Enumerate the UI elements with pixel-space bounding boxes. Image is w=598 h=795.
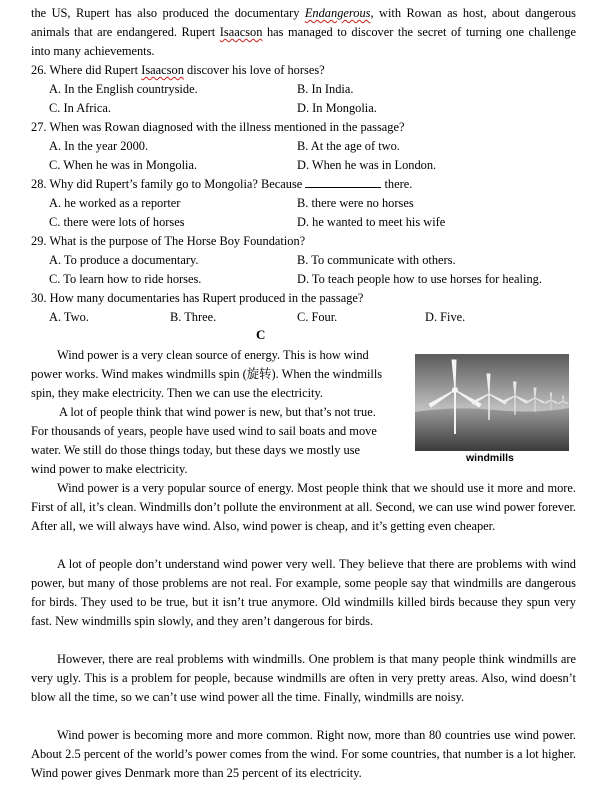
question-28: 28. Why did Rupert’s family go to Mongolia? Because there. <box>31 177 413 191</box>
intro-text: has managed to discover the secret of <box>262 25 462 39</box>
documentary-title: Endangerous <box>304 6 371 20</box>
option-29-b[interactable]: B. To communicate with others. <box>297 253 456 267</box>
paragraph-1-line: spin, they make electricity. Then we can use the electricity. <box>31 386 323 400</box>
paragraph-5: However, there are real problems with windmills. One problem is that many people think windmills are very ugly. This is a problem for people, because windmills are often in very pretty areas. Also, wind doesn’t blow all the time, so we can’t use wind power all the time. Finally, windmills are noisy. <box>31 652 576 704</box>
section-heading: C <box>256 327 266 342</box>
windmills-image <box>415 354 569 451</box>
option-27-a[interactable]: A. In the year 2000. <box>49 139 149 153</box>
question-30: 30. How many documentaries has Rupert produced in the passage? <box>31 291 364 305</box>
paragraph-3: Wind power is a very popular source of energy. Most people think that we should use it more and more. First of all, it’s clean. Windmills don’t pollute the environment at all. Second, we can use wind power forever. After all, we will always have wind. Also, wind power is cheap, and it’s getting even cheaper. <box>31 481 576 533</box>
surname-underlined: Isaacson <box>141 63 184 77</box>
option-30-d[interactable]: D. Five. <box>425 310 466 324</box>
question-29: 29. What is the purpose of The Horse Boy Foundation? <box>31 234 306 248</box>
question-27: 27. When was Rowan diagnosed with the illness mentioned in the passage? <box>31 120 405 134</box>
option-30-c[interactable]: C. Four. <box>297 310 338 324</box>
option-30-a[interactable]: A. Two. <box>49 310 89 324</box>
paragraph-1-line: power works. Wind makes windmills spin (旋转). When the windmills <box>31 367 383 381</box>
intro-text: turning one challenge into many achievements. <box>31 25 577 58</box>
option-27-d[interactable]: D. When he was in London. <box>297 158 437 172</box>
answer-blank[interactable] <box>305 176 381 188</box>
option-26-c[interactable]: C. In Africa. <box>49 101 111 115</box>
paragraph-2-line: A lot of people think that wind power is new, but that’s not true. <box>59 405 376 419</box>
paragraph-2-line: water. We still do those things today, but these days we mostly use <box>31 443 361 457</box>
option-28-c[interactable]: C. there were lots of horses <box>49 215 185 229</box>
question-26: 26. Where did Rupert Isaacson discover his love of horses? <box>31 63 325 77</box>
intro-text: dangerous animals that are endangered. Rupert <box>31 6 576 39</box>
intro-text: the US, Rupert has also produced the documentary <box>31 6 305 20</box>
option-26-b[interactable]: B. In India. <box>297 82 354 96</box>
option-28-a[interactable]: A. he worked as a reporter <box>49 196 181 210</box>
option-28-b[interactable]: B. there were no horses <box>297 196 414 210</box>
paragraph-4: A lot of people don’t understand wind power very well. They believe that there are problems with wind power, but many of those problems are not real. For example, some people say that windmills are dangerous for birds. They used to be true, but it isn’t true anymore. Old windmills killed birds because they spun very fast. New windmills spin slowly, and they aren’t dangerous for birds. <box>31 557 576 628</box>
option-26-a[interactable]: A. In the English countryside. <box>49 82 198 96</box>
paragraph-2-line: wind power to make electricity. <box>31 462 188 476</box>
paragraph-2-line: For thousands of years, people have used wind to sail boats and move <box>31 424 377 438</box>
figure-caption: windmills <box>466 452 514 464</box>
intro-text: , with Rowan as host, about <box>370 6 520 20</box>
option-27-b[interactable]: B. At the age of two. <box>297 139 400 153</box>
option-29-c[interactable]: C. To learn how to ride horses. <box>49 272 202 286</box>
surname-underlined: Isaacson <box>219 25 263 39</box>
paragraph-6: Wind power is becoming more and more common. Right now, more than 80 countries use wind power. About 2.5 percent of the world’s power comes from the wind. For some countries, that number is a lot higher. Wind power gives Denmark more than 25 percent of its electricity. <box>31 728 576 780</box>
option-26-d[interactable]: D. In Mongolia. <box>297 101 377 115</box>
option-30-b[interactable]: B. Three. <box>170 310 217 324</box>
option-29-d[interactable]: D. To teach people how to use horses for healing. <box>297 272 542 286</box>
option-27-c[interactable]: C. When he was in Mongolia. <box>49 158 198 172</box>
option-29-a[interactable]: A. To produce a documentary. <box>49 253 199 267</box>
paragraph-1-line: Wind power is a very clean source of energy. This is how wind <box>57 348 369 362</box>
option-28-d[interactable]: D. he wanted to meet his wife <box>297 215 446 229</box>
intro-paragraph <box>31 4 576 61</box>
